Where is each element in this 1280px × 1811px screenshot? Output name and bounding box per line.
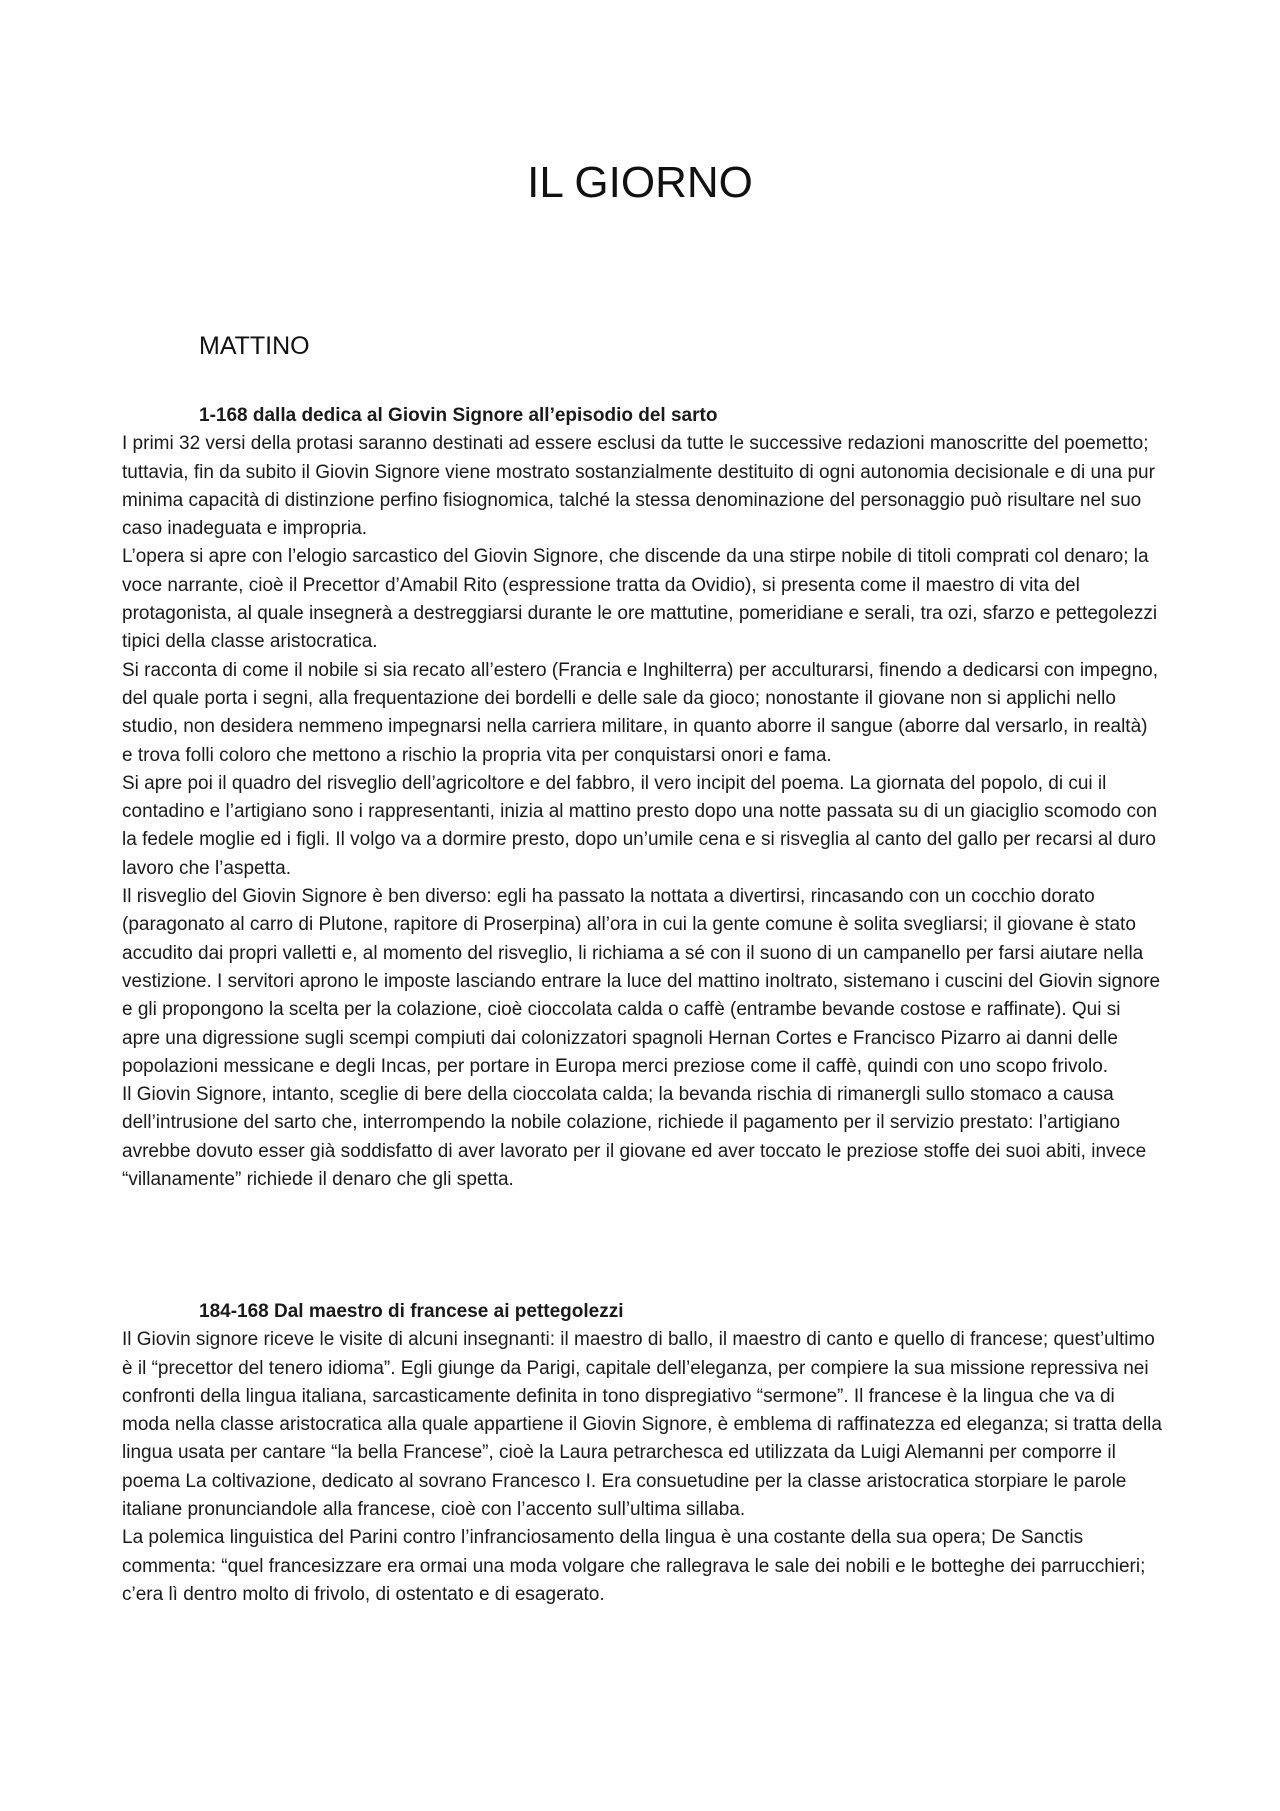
paragraph: L’opera si apre con l’elogio sarcastico del Giovin Signore, che discende da una stirpe nobile di titoli comprati col denaro; la voce narrante, cioè il Precettor d’Amabil Rito (espressione tratta da Ovidio), si presenta come il maestro di vita del protagonista, al quale insegnerà a destreggiarsi durante le ore mattutine, pomeridiane e serali, tra ozi, sfarzo e pettegolezzi tipici della classe aristocratica. (122, 546, 1158, 653)
subheading-1: 1-168 dalla dedica al Giovin Signore all’episodio del sarto (199, 405, 718, 426)
content-block-2 (122, 1298, 1162, 1609)
content-block-1 (122, 402, 1162, 1194)
paragraph: Si apre poi il quadro del risveglio dell’agricoltore e del fabbro, il vero incipit del poema. La giornata del popolo, di cui il contadino e l’artigiano sono i rappresentanti, inizia al mattino presto dopo una notte passata su di un giaciglio scomodo con la fedele moglie ed i figli. Il volgo va a dormire presto, dopo un’umile cena e si risveglia al canto del gallo per recarsi al duro lavoro che l’aspetta. (122, 772, 1158, 879)
paragraph: Si racconta di come il nobile si sia recato all’estero (Francia e Inghilterra) per acculturarsi, finendo a dedicarsi con impegno, del quale porta i segni, alla frequentazione dei bordelli e delle sale da gioco; nonostante il giovane non si applichi nello studio, non desidera nemmeno impegnarsi nella carriera militare, in quanto aborre il sangue (aborre dal versarlo, in realtà) e trova folli coloro che mettono a rischio la propria vita per conquistarsi onori e fama. (122, 659, 1159, 766)
paragraph: Il risveglio del Giovin Signore è ben diverso: egli ha passato la nottata a divertirsi, rincasando con un cocchio dorato (paragonato al carro di Plutone, rapitore di Proserpina) all’ora in cui la gente comune è solita svegliarsi; il giovane è stato accudito dai propri valletti e, al momento del risveglio, li richiama a sé con il suono di un campanello per farsi aiutare nella vestizione. I servitori aprono le imposte lasciando entrare la luce del mattino inoltrato, sistemano i cuscini del Giovin signore e gli propongono la scelta per la colazione, cioè cioccolata calda o caffè (entrambe bevande costose e raffinate). Qui si apre una digressione sugli scempi compiuti dai colonizzatori spagnoli Hernan Cortes e Francisco Pizarro ai danni delle popolazioni messicane e degli Incas, per portare in Europa merci preziose come il caffè, quindi con uno scopo frivolo. (122, 886, 1161, 1077)
paragraph: La polemica linguistica del Parini contro l’infranciosamento della lingua è una costante della sua opera; De Sanctis commenta: “quel francesizzare era ormai una moda volgare che rallegrava le sale dei nobili e le botteghe dei parrucchieri; c’era lì dentro molto di frivolo, di ostentato e di esagerato. (122, 1527, 1146, 1605)
subheading-2: 184-168 Dal maestro di francese ai pettegolezzi (199, 1301, 624, 1322)
paragraph: Il Giovin signore riceve le visite di alcuni insegnanti: il maestro di ballo, il maestro di canto e quello di francese; quest’ultimo è il “precettor del tenero idioma”. Egli giunge da Parigi, capitale dell’eleganza, per compiere la sua missione repressiva nei confronti della lingua italiana, sarcasticamente definita in tono dispregiativo “sermone”. Il francese è la lingua che va di moda nella classe aristocratica alla quale appartiene il Giovin Signore, è emblema di raffinatezza ed eleganza; si tratta della lingua usata per cantare “la bella Francese”, cioè la Laura petrarchesca ed utilizzata da Luigi Alemanni per comporre il poema La coltivazione, dedicato al sovrano Francesco I. Era consuetudine per la classe aristocratica storpiare le parole italiane pronunciandole alla francese, cioè con l’accento sull’ultima sillaba. (122, 1329, 1162, 1521)
paragraph: Il Giovin Signore, intanto, sceglie di bere della cioccolata calda; la bevanda rischia di rimanergli sullo stomaco a causa dell’intrusione del sarto che, interrompendo la nobile colazione, richiede il pagamento per il servizio prestato: l’artigiano avrebbe dovuto esser già soddisfatto di aver lavorato per il giovane ed aver toccato le preziose stoffe dei suoi abiti, invece “villanamente” richiede il denaro che gli spetta. (122, 1084, 1147, 1191)
paragraph: I primi 32 versi della protasi saranno destinati ad essere esclusi da tutte le successive redazioni manoscritte del poemetto; tuttavia, fin da subito il Giovin Signore viene mostrato sostanzialmente destituito di ogni autonomia decisionale e di una pur minima capacità di distinzione perfino fisiognomica, talché la stessa denominazione del personaggio può risultare nel suo caso inadeguata e impropria. (122, 433, 1155, 540)
document-title: IL GIORNO (527, 158, 753, 207)
section-heading: MATTINO (199, 332, 310, 360)
